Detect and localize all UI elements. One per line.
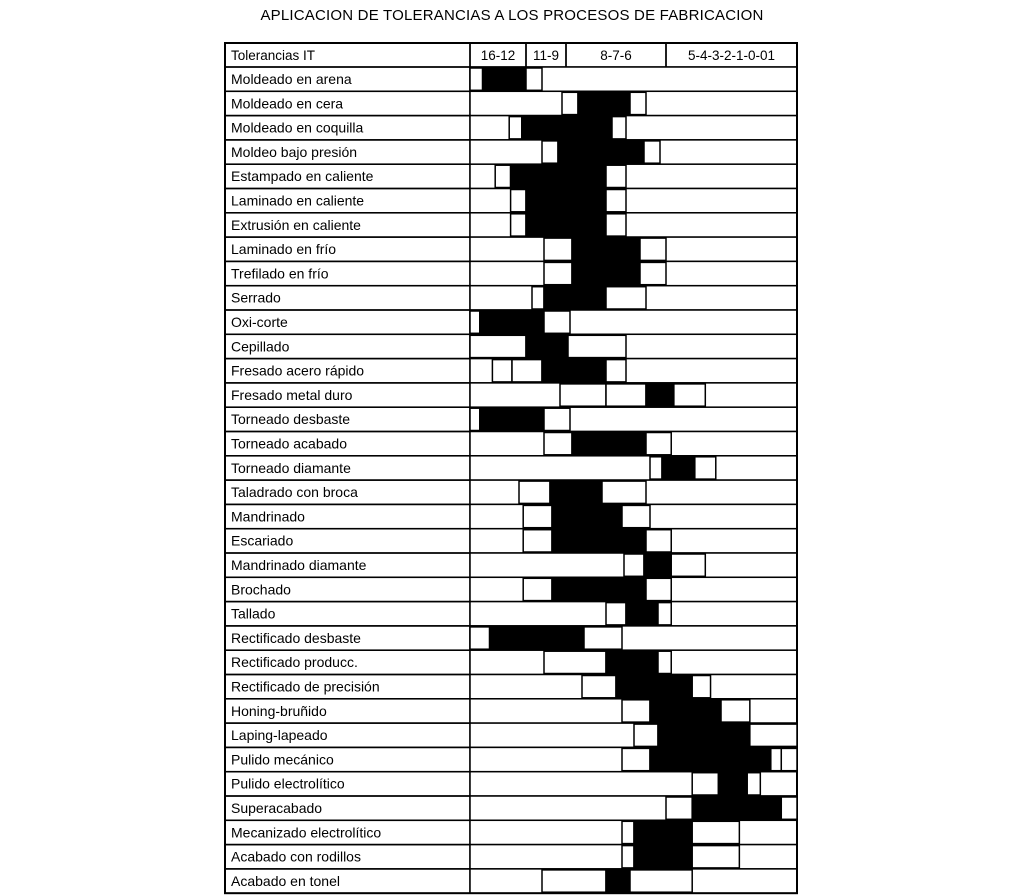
occasional-range-box xyxy=(671,554,705,576)
usual-range-bar xyxy=(526,335,568,357)
process-label: Extrusión en caliente xyxy=(231,216,361,233)
occasional-range-box xyxy=(470,335,526,357)
usual-range-bar xyxy=(542,360,606,382)
occasional-range-box xyxy=(634,724,658,746)
occasional-range-box xyxy=(692,773,718,795)
process-label: Moldeado en coquilla xyxy=(231,119,364,136)
process-label: Tallado xyxy=(231,605,276,622)
occasional-range-box xyxy=(560,384,606,406)
occasional-range-box xyxy=(674,384,705,406)
occasional-range-box xyxy=(568,335,626,357)
occasional-range-box xyxy=(509,117,522,139)
occasional-range-box xyxy=(511,190,526,212)
occasional-range-box xyxy=(692,846,739,868)
occasional-range-box xyxy=(692,821,739,843)
header-group-label: 16-12 xyxy=(480,48,516,63)
process-label: Fresado acero rápido xyxy=(231,362,365,379)
occasional-range-box xyxy=(584,627,622,649)
process-label: Mandrinado diamante xyxy=(231,557,367,573)
usual-range-bar xyxy=(552,505,622,527)
usual-range-bar xyxy=(572,262,640,284)
occasional-range-box xyxy=(495,165,510,187)
occasional-range-box xyxy=(640,238,666,260)
usual-range-bar xyxy=(578,92,630,114)
occasional-range-box xyxy=(650,457,662,479)
occasional-range-box xyxy=(544,433,572,455)
occasional-range-box xyxy=(622,748,650,770)
process-label: Moldeo bajo presión xyxy=(231,143,358,160)
usual-range-bar xyxy=(526,214,606,236)
usual-range-bar xyxy=(644,554,671,576)
usual-range-bar xyxy=(526,190,606,212)
occasional-range-box xyxy=(523,530,552,552)
occasional-range-box xyxy=(781,797,797,819)
process-label: Estampado en caliente xyxy=(231,168,374,185)
occasional-range-box xyxy=(526,68,542,90)
occasional-range-box xyxy=(470,627,490,649)
usual-range-bar xyxy=(480,311,544,333)
header-group-label: 11-9 xyxy=(532,48,560,63)
occasional-range-box xyxy=(646,530,671,552)
header-label: Tolerancias IT xyxy=(231,48,316,63)
process-label: Pulido electrolítico xyxy=(231,775,345,792)
occasional-range-box xyxy=(542,870,606,892)
process-label: Taladrado con broca xyxy=(231,484,358,501)
occasional-range-box xyxy=(470,311,480,333)
process-label: Rectificado producc. xyxy=(231,654,358,671)
process-label: Honing-bruñido xyxy=(231,702,327,719)
process-label: Escariado xyxy=(231,532,294,549)
process-label: Laminado en caliente xyxy=(231,192,365,209)
occasional-range-box xyxy=(511,214,526,236)
occasional-range-box xyxy=(624,554,644,576)
occasional-range-box xyxy=(622,505,650,527)
occasional-range-box xyxy=(544,651,606,673)
occasional-range-box xyxy=(523,505,552,527)
occasional-range-box xyxy=(750,724,797,746)
occasional-range-box xyxy=(562,92,578,114)
occasional-range-box xyxy=(781,748,797,770)
occasional-range-box xyxy=(542,141,558,163)
process-label: Acabado en tonel xyxy=(231,872,340,889)
process-label: Rectificado desbaste xyxy=(231,629,361,646)
usual-range-bar xyxy=(606,870,630,892)
occasional-range-box xyxy=(544,238,572,260)
occasional-range-box xyxy=(630,870,692,892)
occasional-range-box xyxy=(606,190,626,212)
occasional-range-box xyxy=(470,68,483,90)
occasional-range-box xyxy=(646,578,671,600)
occasional-range-box xyxy=(695,457,716,479)
chart-title: APLICACION DE TOLERANCIAS A LOS PROCESOS DE FABRICACION xyxy=(260,7,764,24)
process-label: Moldeado en arena xyxy=(231,71,352,87)
usual-range-bar xyxy=(650,748,771,770)
process-label: Serrado xyxy=(231,289,281,306)
usual-range-bar xyxy=(522,117,612,139)
occasional-range-box xyxy=(544,262,572,284)
occasional-range-box xyxy=(602,481,646,503)
header-group-label: 8-7-6 xyxy=(600,48,632,63)
usual-range-bar xyxy=(552,578,646,600)
row-scale-cell xyxy=(470,456,797,480)
process-label: Superacabado xyxy=(231,800,323,816)
usual-range-bar xyxy=(658,724,750,746)
occasional-range-box xyxy=(630,92,646,114)
occasional-range-box xyxy=(747,773,760,795)
occasional-range-box xyxy=(582,676,616,698)
process-label: Torneado diamante xyxy=(231,459,351,476)
process-label: Oxi-corte xyxy=(231,314,288,330)
occasional-range-box xyxy=(470,408,480,430)
usual-range-bar xyxy=(552,530,646,552)
usual-range-bar xyxy=(662,457,695,479)
process-label: Rectificado de precisión xyxy=(231,678,380,695)
occasional-range-box xyxy=(523,578,552,600)
process-label: Brochado xyxy=(231,581,291,598)
process-label: Moldeado en cera xyxy=(231,95,344,112)
occasional-range-box xyxy=(612,117,626,139)
usual-range-bar xyxy=(480,408,544,430)
occasional-range-box xyxy=(606,214,626,236)
occasional-range-box xyxy=(544,311,570,333)
process-label: Torneado desbaste xyxy=(231,411,351,428)
occasional-range-box xyxy=(606,384,646,406)
occasional-range-box xyxy=(606,603,626,625)
usual-range-bar xyxy=(718,773,747,795)
usual-range-bar xyxy=(483,68,526,90)
occasional-range-box xyxy=(606,165,626,187)
usual-range-bar xyxy=(692,797,781,819)
occasional-range-box xyxy=(658,651,671,673)
occasional-range-box xyxy=(622,846,634,868)
usual-range-bar xyxy=(650,700,721,722)
occasional-range-box xyxy=(606,360,626,382)
process-label: Laping-lapeado xyxy=(231,727,328,744)
process-label: Torneado acabado xyxy=(231,435,347,452)
occasional-range-box xyxy=(512,360,542,382)
usual-range-bar xyxy=(550,481,602,503)
occasional-range-box xyxy=(771,748,781,770)
usual-range-bar xyxy=(634,846,692,868)
usual-range-bar xyxy=(544,287,606,309)
usual-range-bar xyxy=(616,676,692,698)
occasional-range-box xyxy=(532,287,544,309)
occasional-range-box xyxy=(622,700,650,722)
process-label: Acabado con rodillos xyxy=(231,848,361,865)
occasional-range-box xyxy=(606,287,646,309)
occasional-range-box xyxy=(644,141,660,163)
occasional-range-box xyxy=(646,433,671,455)
occasional-range-box xyxy=(544,408,570,430)
occasional-range-box xyxy=(658,603,671,625)
process-label: Cepillado xyxy=(231,338,290,355)
occasional-range-box xyxy=(666,797,692,819)
occasional-range-box xyxy=(622,821,634,843)
occasional-range-box xyxy=(492,360,512,382)
process-label: Mandrinado xyxy=(231,508,305,525)
usual-range-bar xyxy=(572,433,646,455)
usual-range-bar xyxy=(626,603,658,625)
usual-range-bar xyxy=(490,627,584,649)
usual-range-bar xyxy=(511,165,606,187)
process-label: Trefilado en frío xyxy=(231,265,329,282)
occasional-range-box xyxy=(640,262,666,284)
usual-range-bar xyxy=(558,141,644,163)
process-label: Pulido mecánico xyxy=(231,751,334,768)
usual-range-bar xyxy=(606,651,658,673)
usual-range-bar xyxy=(572,238,640,260)
process-label: Laminado en frío xyxy=(231,241,337,258)
usual-range-bar xyxy=(634,821,692,843)
process-label: Mecanizado electrolítico xyxy=(231,824,382,841)
header-group-label: 5-4-3-2-1-0-01 xyxy=(687,48,776,63)
process-label: Fresado metal duro xyxy=(231,386,353,403)
occasional-range-box xyxy=(721,700,750,722)
usual-range-bar xyxy=(646,384,674,406)
occasional-range-box xyxy=(692,676,710,698)
occasional-range-box xyxy=(519,481,550,503)
